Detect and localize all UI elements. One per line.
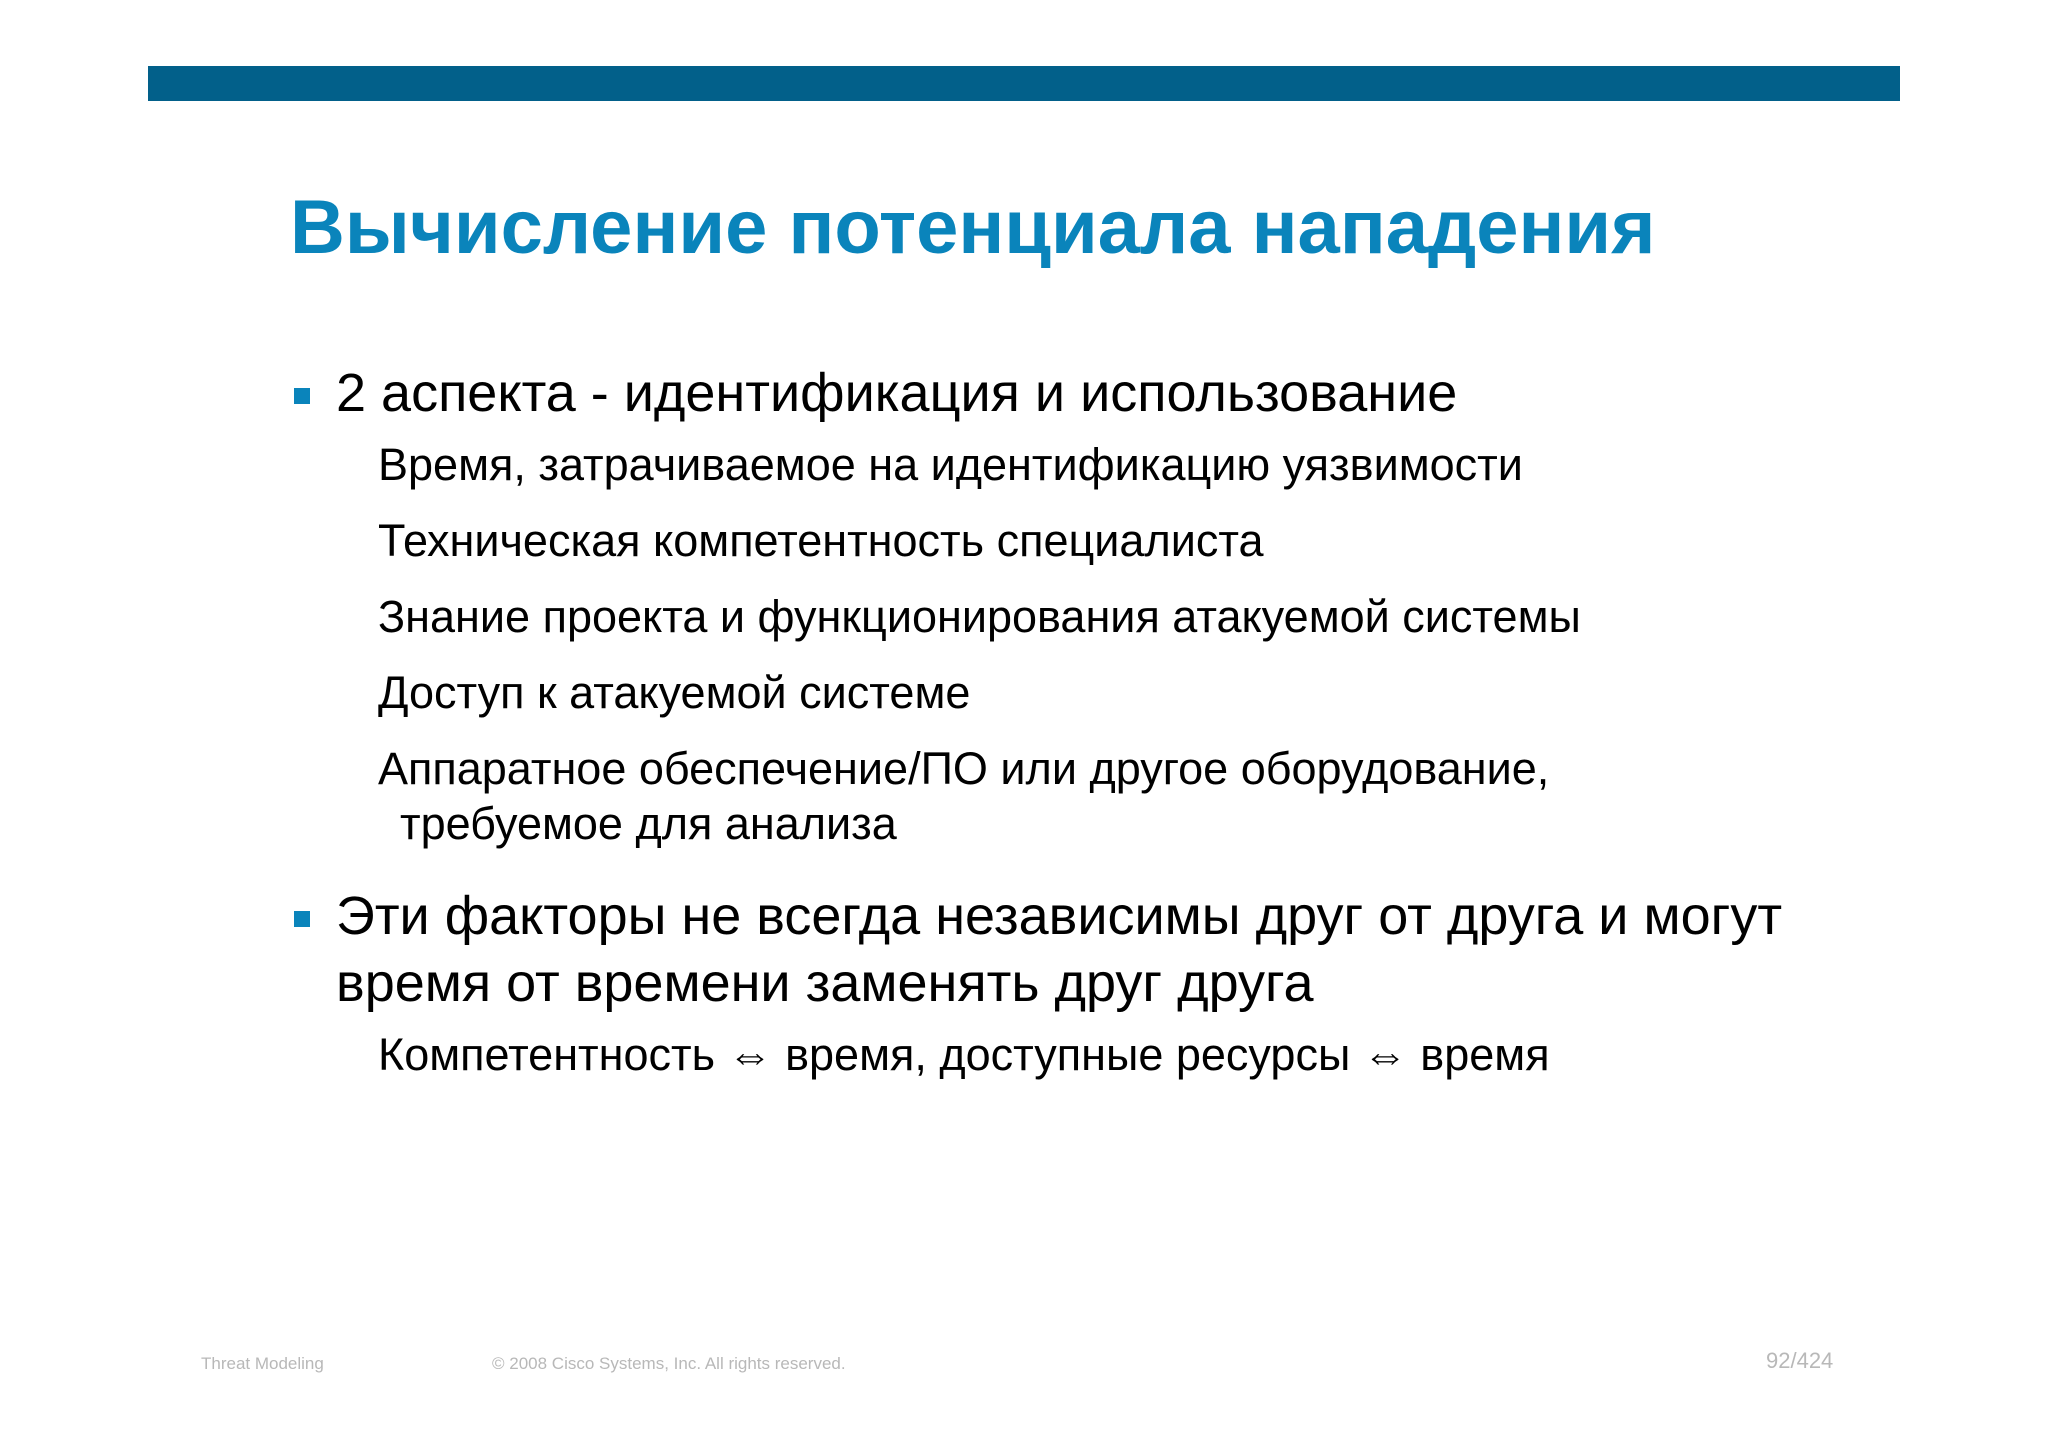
sub-item: Техническая компетентность специалиста xyxy=(378,515,1264,566)
sub-item: Компетентность ⇔ время, доступные ресурсы ⇔ время xyxy=(378,1029,1550,1080)
square-bullet-icon xyxy=(294,388,310,404)
bullet-item xyxy=(290,360,1790,427)
bullet-text: Эти факторы не всегда независимы друг от друга и могут время от времени заменять друг друга xyxy=(336,886,1783,1013)
square-bullet-icon xyxy=(294,911,310,927)
sub-list xyxy=(290,437,1790,851)
sub-list xyxy=(290,1027,1790,1082)
sub-item: Доступ к атакуемой системе xyxy=(378,667,971,718)
footer-title: Threat Modeling xyxy=(201,1354,324,1373)
slide-content xyxy=(290,360,1790,1082)
page-number: 92/424 xyxy=(1766,1348,1834,1373)
header-bar xyxy=(148,66,1900,101)
bullet-text: 2 аспекта - идентификация и использование xyxy=(336,363,1458,423)
footer-copyright: © 2008 Cisco Systems, Inc. All rights reserved. xyxy=(492,1354,846,1373)
sub-item: Аппаратное обеспечение/ПО или другое оборудование, требуемое для анализа xyxy=(378,743,1550,849)
slide-title: Вычисление потенциала нападения xyxy=(290,185,1656,270)
bullet-item xyxy=(290,883,1790,1017)
sub-item: Знание проекта и функционирования атакуемой системы xyxy=(378,591,1581,642)
sub-item: Время, затрачиваемое на идентификацию уязвимости xyxy=(378,439,1523,490)
